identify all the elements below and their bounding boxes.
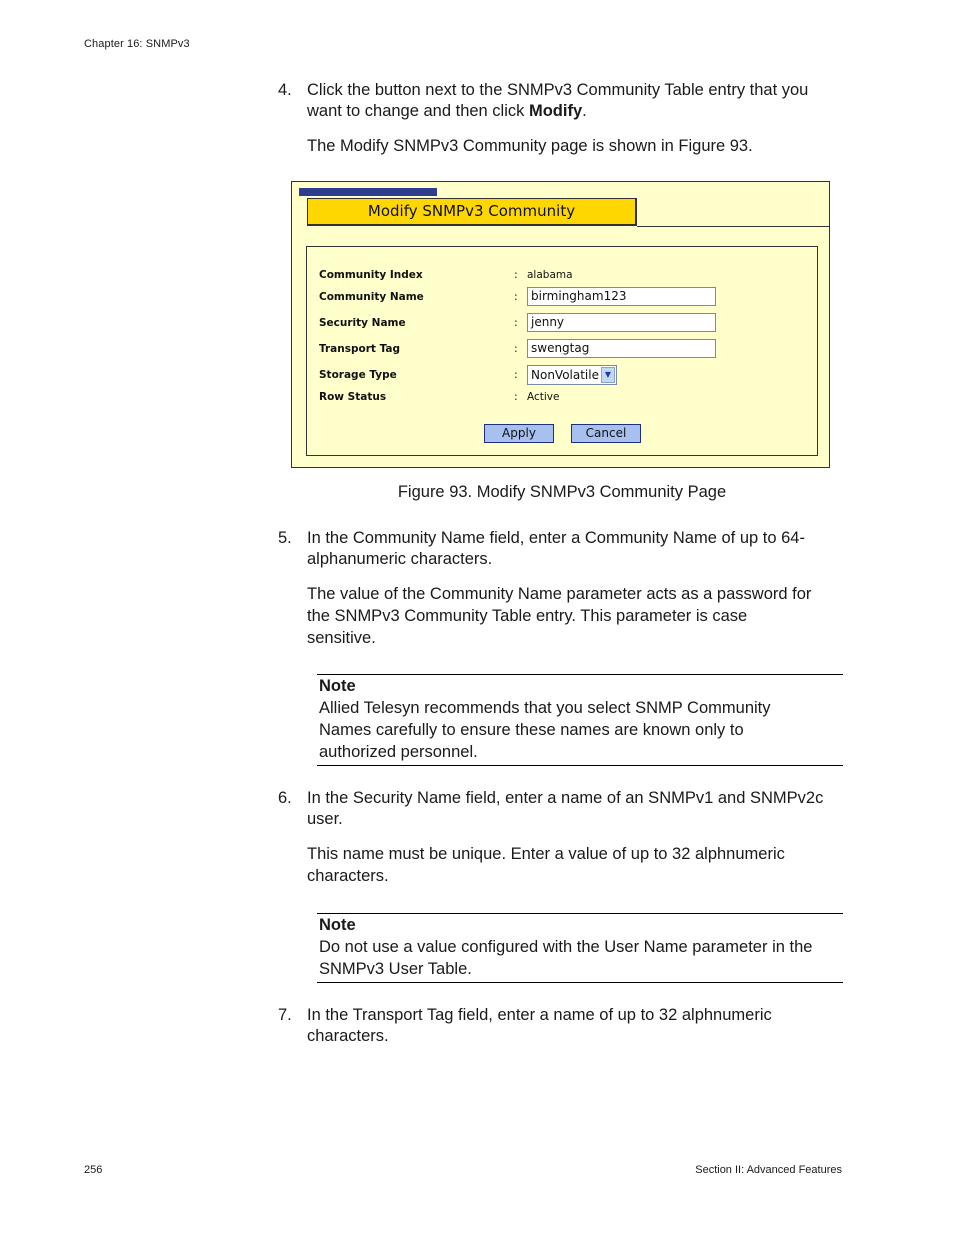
note-title: Note — [319, 677, 356, 695]
modify-keyword: Modify — [528, 102, 583, 120]
title-tab-accent — [299, 188, 437, 196]
step-number: 6. — [278, 789, 292, 807]
step-text: In the Transport Tag field, enter a name of up to 32 alphnumeric characters. — [307, 1006, 772, 1045]
field-colon: : — [514, 316, 518, 329]
community-index-value: alabama — [527, 269, 573, 281]
note-box — [317, 913, 843, 983]
paragraph-security-name: This name must be unique. Enter a value of up to 32 alphnumeric characters. — [307, 845, 785, 885]
step-number: 4. — [278, 81, 292, 99]
paragraph-fig-intro: The Modify SNMPv3 Community page is shown in Figure 93. — [307, 137, 753, 155]
note-box — [317, 674, 843, 766]
chevron-down-icon[interactable]: ▼ — [601, 367, 615, 383]
transport-tag-label: Transport Tag — [319, 343, 400, 355]
note-body: Do not use a value configured with the User Name parameter in the SNMPv3 User Table. — [319, 938, 813, 978]
security-name-label: Security Name — [319, 317, 406, 329]
storage-type-select[interactable] — [527, 365, 617, 385]
transport-tag-input[interactable]: swengtag — [527, 339, 716, 358]
field-colon: : — [514, 368, 518, 381]
community-index-label: Community Index — [319, 269, 423, 281]
modify-community-figure — [291, 181, 830, 468]
step-number: 7. — [278, 1006, 292, 1024]
step-text: In the Community Name field, enter a Community Name of up to 64-alphanumeric characters. — [307, 529, 805, 568]
storage-type-selected: NonVolatile — [531, 368, 599, 382]
community-name-label: Community Name — [319, 291, 424, 303]
field-colon: : — [514, 342, 518, 355]
storage-type-label: Storage Type — [319, 369, 397, 381]
title-divider — [637, 226, 829, 227]
step-number: 5. — [278, 529, 292, 547]
running-header: Chapter 16: SNMPv3 — [84, 38, 190, 50]
form-title: Modify SNMPv3 Community — [307, 198, 637, 226]
note-title: Note — [319, 916, 356, 934]
step-text: In the Security Name field, enter a name of an SNMPv1 and SNMPv2c user. — [307, 789, 824, 828]
field-colon: : — [514, 290, 518, 303]
field-colon: : — [514, 268, 518, 281]
row-status-value: Active — [527, 391, 560, 403]
field-colon: : — [514, 390, 518, 403]
cancel-button[interactable]: Cancel — [571, 424, 641, 443]
apply-button[interactable]: Apply — [484, 424, 554, 443]
paragraph-community-name: The value of the Community Name parameter acts as a password for the SNMPv3 Community Table entry. This parameter is case sensitive. — [307, 585, 812, 647]
page-number: 256 — [84, 1164, 103, 1176]
note-body: Allied Telesyn recommends that you select SNMP Community Names carefully to ensure these names are known only to authorized personnel. — [319, 699, 771, 761]
form-panel — [306, 246, 818, 456]
row-status-label: Row Status — [319, 391, 387, 403]
step-text: Click the button next to the SNMPv3 Community Table entry that you want to change and then click Modify. — [307, 81, 809, 120]
security-name-input[interactable]: jenny — [527, 313, 716, 332]
running-footer: Section II: Advanced Features — [695, 1164, 842, 1176]
figure-caption: Figure 93. Modify SNMPv3 Community Page — [397, 483, 727, 501]
community-name-input[interactable]: birmingham123 — [527, 287, 716, 306]
